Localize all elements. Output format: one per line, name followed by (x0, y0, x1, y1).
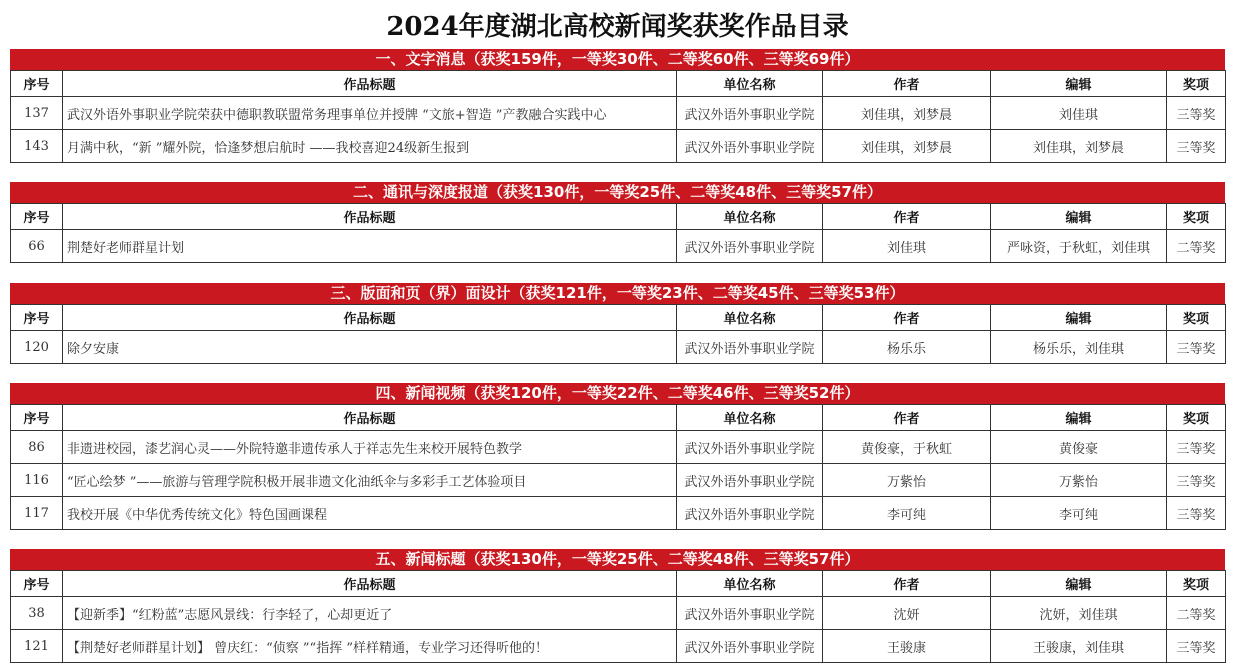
col-header-no: 序号 (11, 405, 63, 431)
cell-editor: 严咏资，于秋虹，刘佳琪 (991, 230, 1167, 263)
col-header-author: 作者 (823, 571, 991, 597)
col-header-unit: 单位名称 (677, 204, 823, 230)
cell-unit: 武汉外语外事职业学院 (677, 497, 823, 530)
cell-unit: 武汉外语外事职业学院 (677, 230, 823, 263)
cell-no: 66 (11, 230, 63, 263)
col-header-title: 作品标题 (63, 305, 677, 331)
table-row (11, 497, 1226, 530)
col-header-award: 奖项 (1167, 204, 1226, 230)
cell-editor: 刘佳琪，刘梦晨 (991, 130, 1167, 163)
cell-unit: 武汉外语外事职业学院 (677, 630, 823, 663)
cell-unit: 武汉外语外事职业学院 (677, 464, 823, 497)
table-header-row (11, 571, 1226, 597)
section-feature-report (10, 182, 1225, 263)
cell-editor: 黄俊豪 (991, 431, 1167, 464)
cell-author: 杨乐乐 (823, 331, 991, 364)
section-header: 五、新闻标题（获奖130件，一等奖25件、二等奖48件、三等奖57件） (10, 549, 1225, 570)
section-text-news (10, 49, 1225, 163)
cell-no: 117 (11, 497, 63, 530)
cell-title: 荆楚好老师群星计划 (63, 230, 677, 263)
col-header-no: 序号 (11, 571, 63, 597)
cell-unit: 武汉外语外事职业学院 (677, 431, 823, 464)
section-news-video (10, 383, 1225, 530)
cell-author: 沈妍 (823, 597, 991, 630)
cell-award: 三等奖 (1167, 97, 1226, 130)
cell-award: 三等奖 (1167, 130, 1226, 163)
table-row (11, 464, 1226, 497)
table-row (11, 597, 1226, 630)
cell-title: “匠心绘梦 ”——旅游与管理学院积极开展非遗文化油纸伞与多彩手工艺体验项目 (63, 464, 677, 497)
cell-no: 86 (11, 431, 63, 464)
col-header-title: 作品标题 (63, 71, 677, 97)
section-header: 二、通讯与深度报道（获奖130件，一等奖25件、二等奖48件、三等奖57件） (10, 182, 1225, 203)
cell-title: 武汉外语外事职业学院荣获中德职教联盟常务理事单位并授牌 “文旅+智造 ”产教融合实践中心 (63, 97, 677, 130)
cell-unit: 武汉外语外事职业学院 (677, 130, 823, 163)
cell-author: 刘佳琪 (823, 230, 991, 263)
col-header-editor: 编辑 (991, 204, 1167, 230)
table-row (11, 230, 1226, 263)
col-header-editor: 编辑 (991, 571, 1167, 597)
cell-editor: 王骏康，刘佳琪 (991, 630, 1167, 663)
col-header-author: 作者 (823, 305, 991, 331)
section-header: 一、文字消息（获奖159件，一等奖30件、二等奖60件、三等奖69件） (10, 49, 1225, 70)
col-header-editor: 编辑 (991, 405, 1167, 431)
cell-editor: 万紫怡 (991, 464, 1167, 497)
table-row (11, 630, 1226, 663)
table-header-row (11, 204, 1226, 230)
cell-title: 月满中秋，“新 ”耀外院，恰逢梦想启航时 ——我校喜迎24级新生报到 (63, 130, 677, 163)
col-header-no: 序号 (11, 305, 63, 331)
table-row (11, 130, 1226, 163)
awards-table (10, 304, 1226, 364)
table-row (11, 331, 1226, 364)
col-header-unit: 单位名称 (677, 405, 823, 431)
cell-award: 三等奖 (1167, 331, 1226, 364)
cell-award: 二等奖 (1167, 597, 1226, 630)
cell-author: 黄俊豪，于秋虹 (823, 431, 991, 464)
col-header-unit: 单位名称 (677, 571, 823, 597)
awards-table (10, 404, 1226, 530)
cell-no: 116 (11, 464, 63, 497)
cell-award: 三等奖 (1167, 464, 1226, 497)
cell-no: 121 (11, 630, 63, 663)
table-row (11, 431, 1226, 464)
col-header-unit: 单位名称 (677, 305, 823, 331)
cell-author: 刘佳琪，刘梦晨 (823, 97, 991, 130)
table-header-row (11, 71, 1226, 97)
cell-no: 120 (11, 331, 63, 364)
cell-editor: 刘佳琪 (991, 97, 1167, 130)
col-header-award: 奖项 (1167, 71, 1226, 97)
cell-author: 李可纯 (823, 497, 991, 530)
cell-author: 王骏康 (823, 630, 991, 663)
cell-no: 137 (11, 97, 63, 130)
col-header-award: 奖项 (1167, 405, 1226, 431)
cell-title: 【迎新季】“红粉蓝”志愿风景线：行李轻了，心却更近了 (63, 597, 677, 630)
cell-no: 143 (11, 130, 63, 163)
cell-author: 万紫怡 (823, 464, 991, 497)
cell-no: 38 (11, 597, 63, 630)
section-header: 四、新闻视频（获奖120件，一等奖22件、二等奖46件、三等奖52件） (10, 383, 1225, 404)
cell-award: 三等奖 (1167, 431, 1226, 464)
awards-table (10, 203, 1226, 263)
cell-unit: 武汉外语外事职业学院 (677, 597, 823, 630)
table-row (11, 97, 1226, 130)
page-title: 2024年度湖北高校新闻奖获奖作品目录 (386, 12, 849, 42)
col-header-title: 作品标题 (63, 204, 677, 230)
cell-title: 除夕安康 (63, 331, 677, 364)
col-header-author: 作者 (823, 71, 991, 97)
section-news-headline (10, 549, 1225, 663)
cell-unit: 武汉外语外事职业学院 (677, 331, 823, 364)
col-header-author: 作者 (823, 405, 991, 431)
col-header-author: 作者 (823, 204, 991, 230)
cell-editor: 杨乐乐，刘佳琪 (991, 331, 1167, 364)
section-layout-design (10, 283, 1225, 364)
col-header-award: 奖项 (1167, 305, 1226, 331)
cell-author: 刘佳琪，刘梦晨 (823, 130, 991, 163)
cell-editor: 沈妍，刘佳琪 (991, 597, 1167, 630)
cell-title: 我校开展《中华优秀传统文化》特色国画课程 (63, 497, 677, 530)
cell-award: 三等奖 (1167, 630, 1226, 663)
col-header-title: 作品标题 (63, 405, 677, 431)
col-header-no: 序号 (11, 204, 63, 230)
cell-editor: 李可纯 (991, 497, 1167, 530)
col-header-editor: 编辑 (991, 305, 1167, 331)
awards-table (10, 70, 1226, 163)
cell-award: 三等奖 (1167, 497, 1226, 530)
col-header-editor: 编辑 (991, 71, 1167, 97)
cell-title: 非遗进校园，漆艺润心灵——外院特邀非遗传承人于祥志先生来校开展特色教学 (63, 431, 677, 464)
cell-award: 二等奖 (1167, 230, 1226, 263)
col-header-award: 奖项 (1167, 571, 1226, 597)
cell-title: 【荆楚好老师群星计划】 曾庆红：“侦察 ”“指挥 ”样样精通，专业学习还得听他的！ (63, 630, 677, 663)
col-header-no: 序号 (11, 71, 63, 97)
section-header: 三、版面和页（界）面设计（获奖121件，一等奖23件、二等奖45件、三等奖53件） (10, 283, 1225, 304)
awards-table (10, 570, 1226, 663)
table-header-row (11, 305, 1226, 331)
cell-unit: 武汉外语外事职业学院 (677, 97, 823, 130)
table-header-row (11, 405, 1226, 431)
col-header-unit: 单位名称 (677, 71, 823, 97)
col-header-title: 作品标题 (63, 571, 677, 597)
